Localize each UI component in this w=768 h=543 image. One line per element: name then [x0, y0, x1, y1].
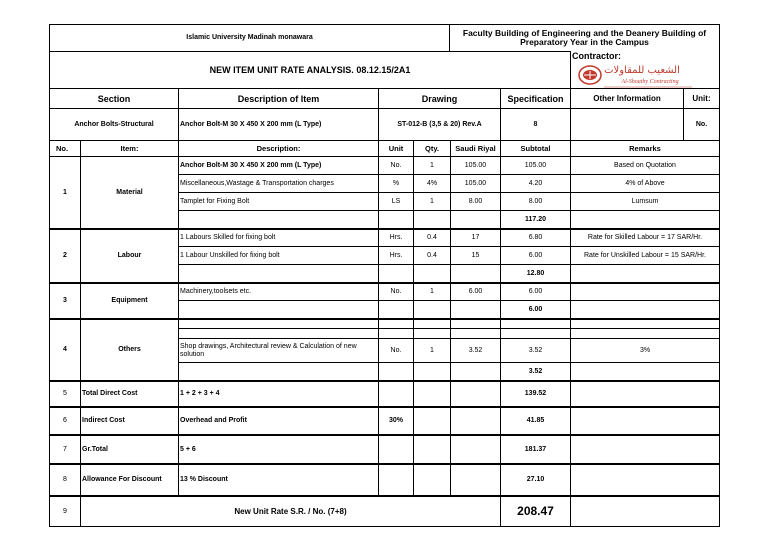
grid-line: [413, 381, 414, 496]
material-row-1-unit: No.: [390, 161, 402, 169]
equipment-row-1-subtotal: 6.00: [528, 288, 543, 295]
summary-8-description: 13 % Discount: [180, 476, 228, 483]
unit-value: No.: [695, 120, 708, 128]
summary-5-unit: [379, 382, 413, 406]
summary-7-description: 5 + 6: [180, 445, 196, 453]
col-no: No.: [55, 143, 69, 153]
material-row-3-qty: 1: [430, 197, 434, 205]
others-row-1-remarks: 3%: [639, 346, 651, 354]
labour-row-1-qty: 0.4: [427, 234, 437, 241]
other-information-header: Other Information: [593, 93, 661, 103]
labour-row-1-unit: Hrs.: [389, 234, 403, 241]
labour-item: Labour: [117, 252, 142, 259]
summary-8-subtotal: 27.10: [526, 476, 545, 483]
summary-6-label: Indirect Cost: [82, 417, 125, 424]
equipment-row-1-remarks: [571, 284, 719, 300]
labour-row-2-subtotal: 6.00: [528, 251, 543, 259]
material-row-3-subtotal: 8.00: [528, 197, 543, 205]
col-subtotal: Subtotal: [520, 143, 551, 153]
others-row-1-qty: 1: [430, 346, 434, 354]
material-row-3-rate: 8.00: [468, 197, 483, 205]
col-description: Description:: [256, 143, 301, 153]
grid-line: [570, 381, 571, 496]
section-value: Anchor Bolts-Structural: [74, 120, 154, 128]
material-row-3-remarks: Lumsum: [631, 197, 659, 205]
contractor-label: Contractor:: [572, 51, 621, 61]
labour-row-2-description: 1 Labour Unskilled for fixing bolt: [180, 251, 280, 259]
others-row-1-unit: No.: [390, 346, 402, 354]
material-row-2-remarks: 4% of Above: [625, 179, 665, 187]
others-item: Others: [118, 346, 141, 353]
labour-row-2-unit: Hrs.: [389, 251, 403, 259]
summary-6-unit: 30%: [388, 417, 403, 424]
summary-8-unit: [379, 465, 413, 495]
others-total: 3.52: [528, 367, 543, 375]
grid-line: [450, 381, 451, 496]
material-item: Material: [116, 188, 143, 196]
material-row-1-description: Anchor Bolt-M 30 X 450 X 200 mm (L Type): [180, 161, 322, 169]
material-row-2-subtotal: 4.20: [528, 179, 543, 187]
grid-line: [178, 328, 720, 329]
contractor-emblem-icon: [579, 66, 601, 84]
labour-row-2-qty: 0.4: [427, 251, 437, 259]
col-rate: Saudi Riyal: [455, 143, 496, 153]
summary-7-subtotal: 181.37: [524, 445, 547, 453]
equipment-row-1-description: Machinery,toolsets etc.: [180, 288, 252, 295]
summary-8-no: 8: [63, 476, 67, 483]
material-row-2-qty: 4%: [426, 179, 438, 187]
col-unit: Unit: [388, 143, 404, 153]
frame-bottom: [49, 526, 720, 527]
university-name: Islamic University Madinah monawara: [186, 34, 313, 41]
material-row-1-subtotal: 105.00: [524, 161, 547, 169]
labour-total: 12.80: [526, 269, 545, 277]
summary-6-subtotal: 41.85: [526, 417, 545, 424]
labour-row-1-subtotal: 6.80: [528, 234, 543, 241]
item-description-value: Anchor Bolt-M 30 X 450 X 200 mm (L Type): [180, 120, 322, 128]
summary-6-description: Overhead and Profit: [180, 417, 247, 424]
specification-header: Specification: [507, 93, 564, 104]
grid-line: [178, 300, 720, 301]
material-row-2-unit: %: [392, 179, 400, 187]
material-row-1-remarks: Based on Quotation: [614, 161, 676, 169]
equipment-row-1-qty: 1: [430, 288, 434, 295]
description-of-item-header: Description of Item: [237, 93, 320, 104]
contractor-logo: [572, 57, 720, 93]
equipment-no: 3: [63, 297, 67, 304]
col-qty: Qty.: [424, 143, 440, 153]
others-no: 4: [63, 346, 67, 353]
material-row-2-description: Miscellaneous,Wastage & Transportation charges: [180, 179, 334, 187]
summary-5-no: 5: [63, 390, 67, 397]
labour-row-1-remarks: Rate for Skilled Labour = 17 SAR/Hr.: [587, 234, 703, 241]
final-no: 9: [63, 507, 67, 515]
labour-row-1-rate: 17: [471, 234, 480, 241]
unit-header: Unit:: [692, 93, 711, 103]
drawing-header: Drawing: [421, 93, 458, 104]
summary-7-no: 7: [63, 445, 67, 453]
grid-line: [570, 496, 571, 526]
equipment-total: 6.00: [528, 305, 543, 313]
summary-5-label: Total Direct Cost: [82, 390, 138, 397]
material-total: 117.20: [524, 215, 547, 223]
material-no: 1: [63, 188, 67, 196]
labour-row-2-remarks: Rate for Unskilled Labour = 15 SAR/Hr.: [584, 251, 706, 259]
col-item: Item:: [120, 143, 139, 153]
col-remarks: Remarks: [629, 143, 661, 153]
equipment-row-1-rate: 6.00: [468, 288, 483, 295]
material-row-1-qty: 1: [430, 161, 434, 169]
material-row-3-description: Tamplet for Fixing Bolt: [180, 197, 250, 205]
grid-line: [178, 264, 720, 265]
others-row-1-rate: 3.52: [468, 346, 483, 354]
material-row-3-unit: LS: [391, 197, 401, 205]
grid-line: [178, 362, 720, 363]
summary-7-unit: [379, 436, 413, 463]
final-label: New Unit Rate S.R. / No. (7+8): [234, 506, 347, 516]
contractor-name-en: Al-Shoaiby Contracting: [621, 79, 679, 85]
other-information-value: [571, 109, 683, 140]
page-title: NEW ITEM UNIT RATE ANALYSIS. 08.12.15/2A1: [209, 65, 411, 75]
final-unit-rate: 208.47: [517, 504, 554, 518]
specification-value: 8: [533, 120, 538, 128]
project-name: Faculty Building of Engineering and the Deanery Building of Preparatory Year in the Campus: [462, 28, 707, 47]
others-row-1-subtotal: 3.52: [528, 346, 543, 354]
grid-line: [178, 210, 720, 211]
equipment-row-1-unit: No.: [390, 288, 402, 295]
summary-5-description: 1 + 2 + 3 + 4: [180, 390, 220, 397]
section-header: Section: [97, 93, 131, 104]
summary-5-subtotal: 139.52: [524, 390, 547, 397]
contractor-name-ar: الشعيب للمقاولات: [604, 65, 680, 76]
frame-right: [719, 24, 720, 527]
material-row-2-rate: 105.00: [464, 179, 487, 187]
summary-7-label: Gr.Total: [82, 445, 108, 453]
labour-row-2-rate: 15: [471, 251, 480, 259]
equipment-item: Equipment: [111, 297, 148, 304]
drawing-value: ST-012-B (3,5 & 20) Rev.A: [397, 120, 482, 128]
material-row-1-rate: 105.00: [464, 161, 487, 169]
summary-6-no: 6: [63, 417, 67, 424]
others-row-1-description: Shop drawings, Architectural review & Calculation of new solution: [180, 342, 357, 358]
labour-no: 2: [63, 252, 67, 259]
labour-row-1-description: 1 Labours Skilled for fixing bolt: [180, 234, 276, 241]
summary-8-label: Allowance For Discount: [82, 476, 162, 483]
